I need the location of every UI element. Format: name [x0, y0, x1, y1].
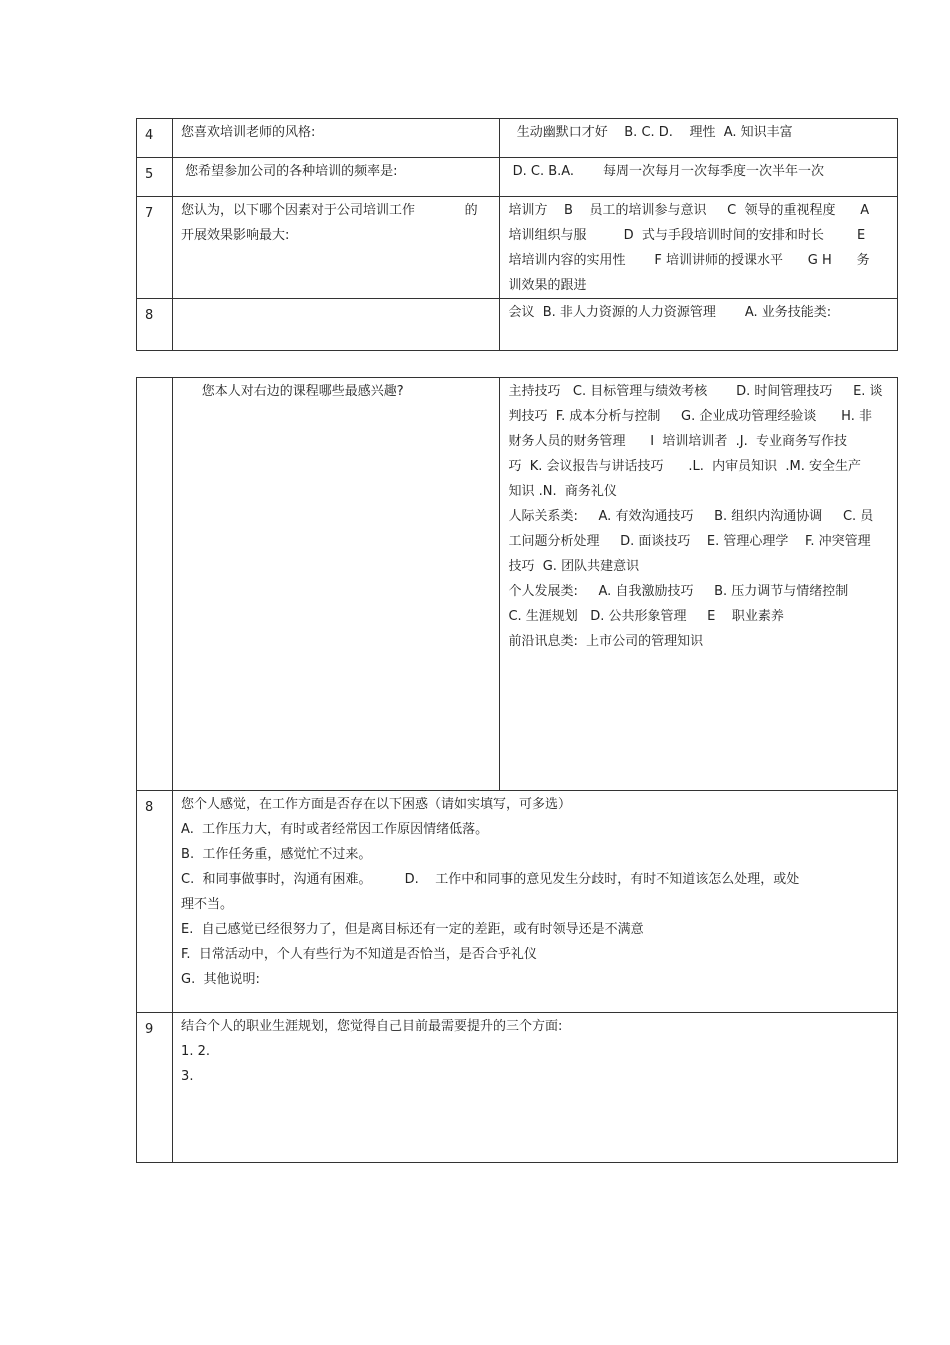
question-number: 9 [137, 1013, 173, 1163]
question-number: 7 [137, 197, 173, 299]
question-text: 您喜欢培训老师的风格: [173, 119, 500, 158]
question-number-empty [137, 378, 173, 791]
answer-options: 会议 B. 非人力资源的人力资源管理 A. 业务技能类: [500, 299, 898, 351]
course-options: 主持技巧 C. 目标管理与绩效考核 D. 时间管理技巧 E. 谈 判技巧 F. 成本分析与控制 G. 企业成功管理经验谈 H. 非 财务人员的财务管理 I 培训培训者 .J. 专业商务写作技 巧 K. 会议报告与讲话技巧 .L. 内审员知识 .M. 安全生产 知识 .N. 商务礼仪 人际关系类: A. 有效沟通技巧 B. 组织内沟通协调 C. 员 工问题分析处理 D. 面谈技巧 E. 管理心理学 F. 冲突管理 技巧 G. 团队共建意识 个人发展类: A. 自我激励技巧 B. 压力调节与情绪控制 C. 生涯规划 D. 公共形象管理 E 职业素养 前沿讯息类: 上市公司的管理知识 [500, 378, 898, 791]
answer-options: 生动幽默口才好 B. C. D. 理性 A. 知识丰富 [500, 119, 898, 158]
question-number: 8 [137, 791, 173, 1013]
question-text: 您个人感觉，在工作方面是否存在以下困惑（请如实填写，可多选） A. 工作压力大，有时或者经常因工作原因情绪低落。 B. 工作任务重，感觉忙不过来。 C. 和同事做事时，沟通有困难。 D. 工作中和同事的意见发生分歧时，有时不知道该怎么处理，或处 理不当。 E. 自己感觉已经很努力了，但是离目标还有一定的差距，或有时领导还是不满意 F. 日常活动中，个人有些行为不知道是否恰当，是否合乎礼仪 G. 其他说明: [173, 791, 898, 1013]
table-row [137, 197, 898, 299]
table-row [137, 1013, 898, 1163]
table-row [137, 378, 898, 791]
question-text: 您认为，以下哪个因素对于公司培训工作 的 开展效果影响最大: [173, 197, 500, 299]
survey-table-1 [136, 118, 898, 351]
question-number: 8 [137, 299, 173, 351]
question-text-empty [173, 299, 500, 351]
answer-options: 培训方 B 员工的培训参与意识 C 领导的重视程度 A 培训组织与服 D 式与手段培训时间的安排和时长 E 培培训内容的实用性 F 培训讲师的授课水平 G H 务 训效果的跟进 [500, 197, 898, 299]
question-text: 结合个人的职业生涯规划，您觉得自己目前最需要提升的三个方面: 1. 2. 3. [173, 1013, 898, 1163]
question-number: 4 [137, 119, 173, 158]
question-text: 您本人对右边的课程哪些最感兴趣? [173, 378, 500, 791]
question-number: 5 [137, 158, 173, 197]
answer-options: D. C. B.A. 每周一次每月一次每季度一次半年一次 [500, 158, 898, 197]
table-row [137, 299, 898, 351]
question-text: 您希望参加公司的各种培训的频率是: [173, 158, 500, 197]
survey-table-2 [136, 377, 898, 1163]
table-row [137, 158, 898, 197]
table-row [137, 119, 898, 158]
table-row [137, 791, 898, 1013]
